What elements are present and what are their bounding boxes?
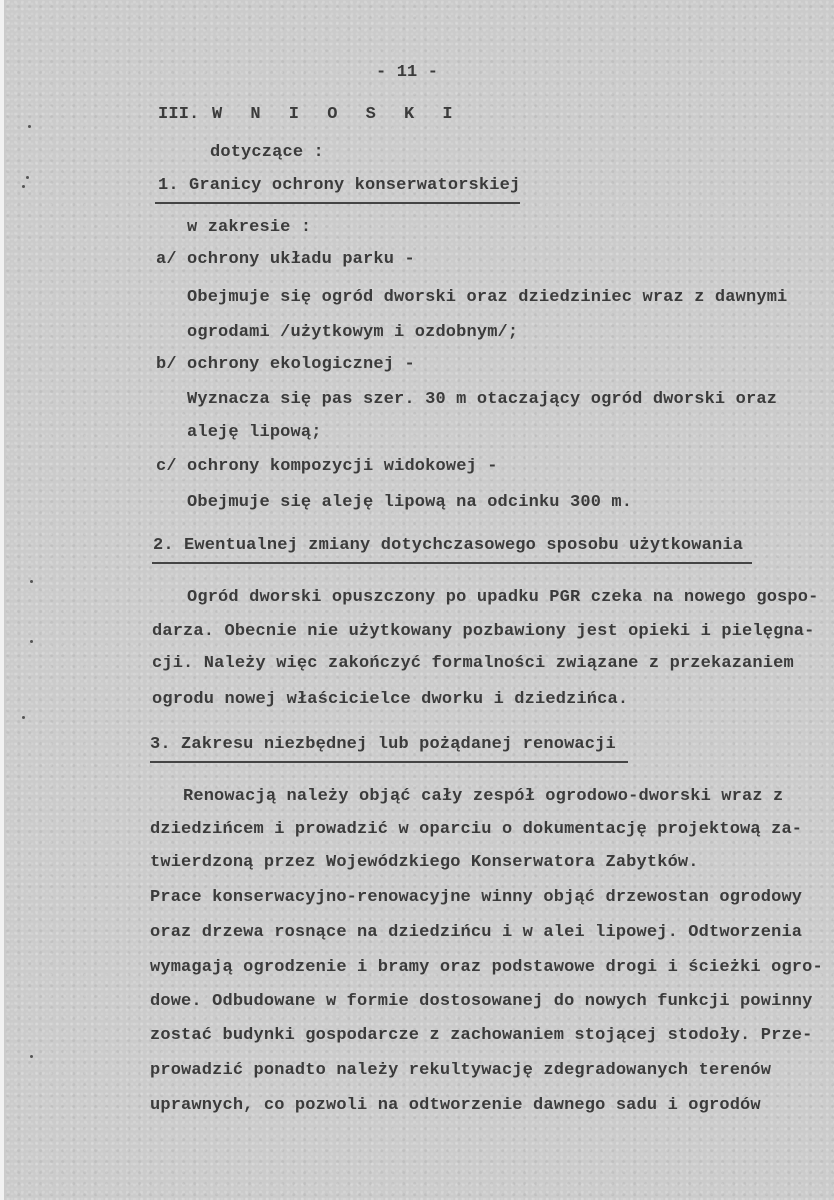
section1-title: 1. Granicy ochrony konserwatorskiej: [158, 176, 521, 195]
scan-speck: [28, 125, 31, 128]
item-b-line: Wyznacza się pas szer. 30 m otaczający ogród dworski oraz: [187, 390, 778, 409]
scan-speck: [30, 580, 33, 583]
item-c-line: Obejmuje się aleję lipową na odcinku 300 m.: [187, 493, 633, 512]
page-number: - 11 -: [376, 63, 439, 82]
section3-line: dziedzińcem i prowadzić w oparciu o dokumentację projektową za-: [150, 820, 803, 839]
item-b-label: b/ ochrony ekologicznej -: [156, 355, 415, 374]
section2-line: ogrodu nowej właścicielce dworku i dziedzińca.: [152, 690, 629, 709]
item-c-label: c/ ochrony kompozycji widokowej -: [156, 457, 498, 476]
scan-speck: [30, 640, 33, 643]
section3-line: zostać budynki gospodarcze z zachowaniem stojącej stodoły. Prze-: [150, 1026, 813, 1045]
item-a-line: ogrodami /użytkowym i ozdobnym/;: [187, 323, 519, 342]
section3-line: Renowacją należy objąć cały zespół ogrodowo-dworski wraz z: [183, 787, 784, 806]
section3-line: wymagają ogrodzenie i bramy oraz podstawowe drogi i ścieżki ogro-: [150, 958, 823, 977]
scan-speck: [26, 176, 29, 179]
section3-line: twierdzoną przez Wojewódzkiego Konserwatora Zabytków.: [150, 853, 699, 872]
section2-underline: [152, 562, 752, 564]
heading-subtitle: dotyczące :: [210, 143, 324, 162]
scan-speck: [22, 716, 25, 719]
item-b-line: aleję lipową;: [187, 423, 322, 442]
section3-line: dowe. Odbudowane w formie dostosowanej do nowych funkcji powinny: [150, 992, 813, 1011]
section3-line: prowadzić ponadto należy rekultywację zdegradowanych terenów: [150, 1061, 772, 1080]
scan-speck: [30, 1055, 33, 1058]
section2-title: 2. Ewentualnej zmiany dotychczasowego sposobu użytkowania: [153, 536, 744, 555]
section3-line: oraz drzewa rosnące na dziedzińcu i w alei lipowej. Odtworzenia: [150, 923, 803, 942]
heading-title: W N I O S K I: [212, 105, 462, 124]
heading-numeral: III.: [158, 105, 200, 124]
item-a-label: a/ ochrony układu parku -: [156, 250, 415, 269]
section1-intro: w zakresie :: [187, 218, 312, 237]
section3-title: 3. Zakresu niezbędnej lub pożądanej renowacji: [150, 735, 616, 754]
scan-edge: [0, 0, 4, 1200]
section3-underline: [150, 761, 628, 763]
scan-speck: [22, 185, 25, 188]
section3-line: uprawnych, co pozwoli na odtworzenie dawnego sadu i ogrodów: [150, 1096, 761, 1115]
item-a-line: Obejmuje się ogród dworski oraz dziedziniec wraz z dawnymi: [187, 288, 788, 307]
section3-line: Prace konserwacyjno-renowacyjne winny objąć drzewostan ogrodowy: [150, 888, 803, 907]
section2-line: Ogród dworski opuszczony po upadku PGR czeka na nowego gospo-: [187, 588, 819, 607]
section2-line: darza. Obecnie nie użytkowany pozbawiony jest opieki i pielęgna-: [152, 622, 815, 641]
section2-line: cji. Należy więc zakończyć formalności związane z przekazaniem: [152, 654, 794, 673]
section1-underline: [155, 202, 520, 204]
